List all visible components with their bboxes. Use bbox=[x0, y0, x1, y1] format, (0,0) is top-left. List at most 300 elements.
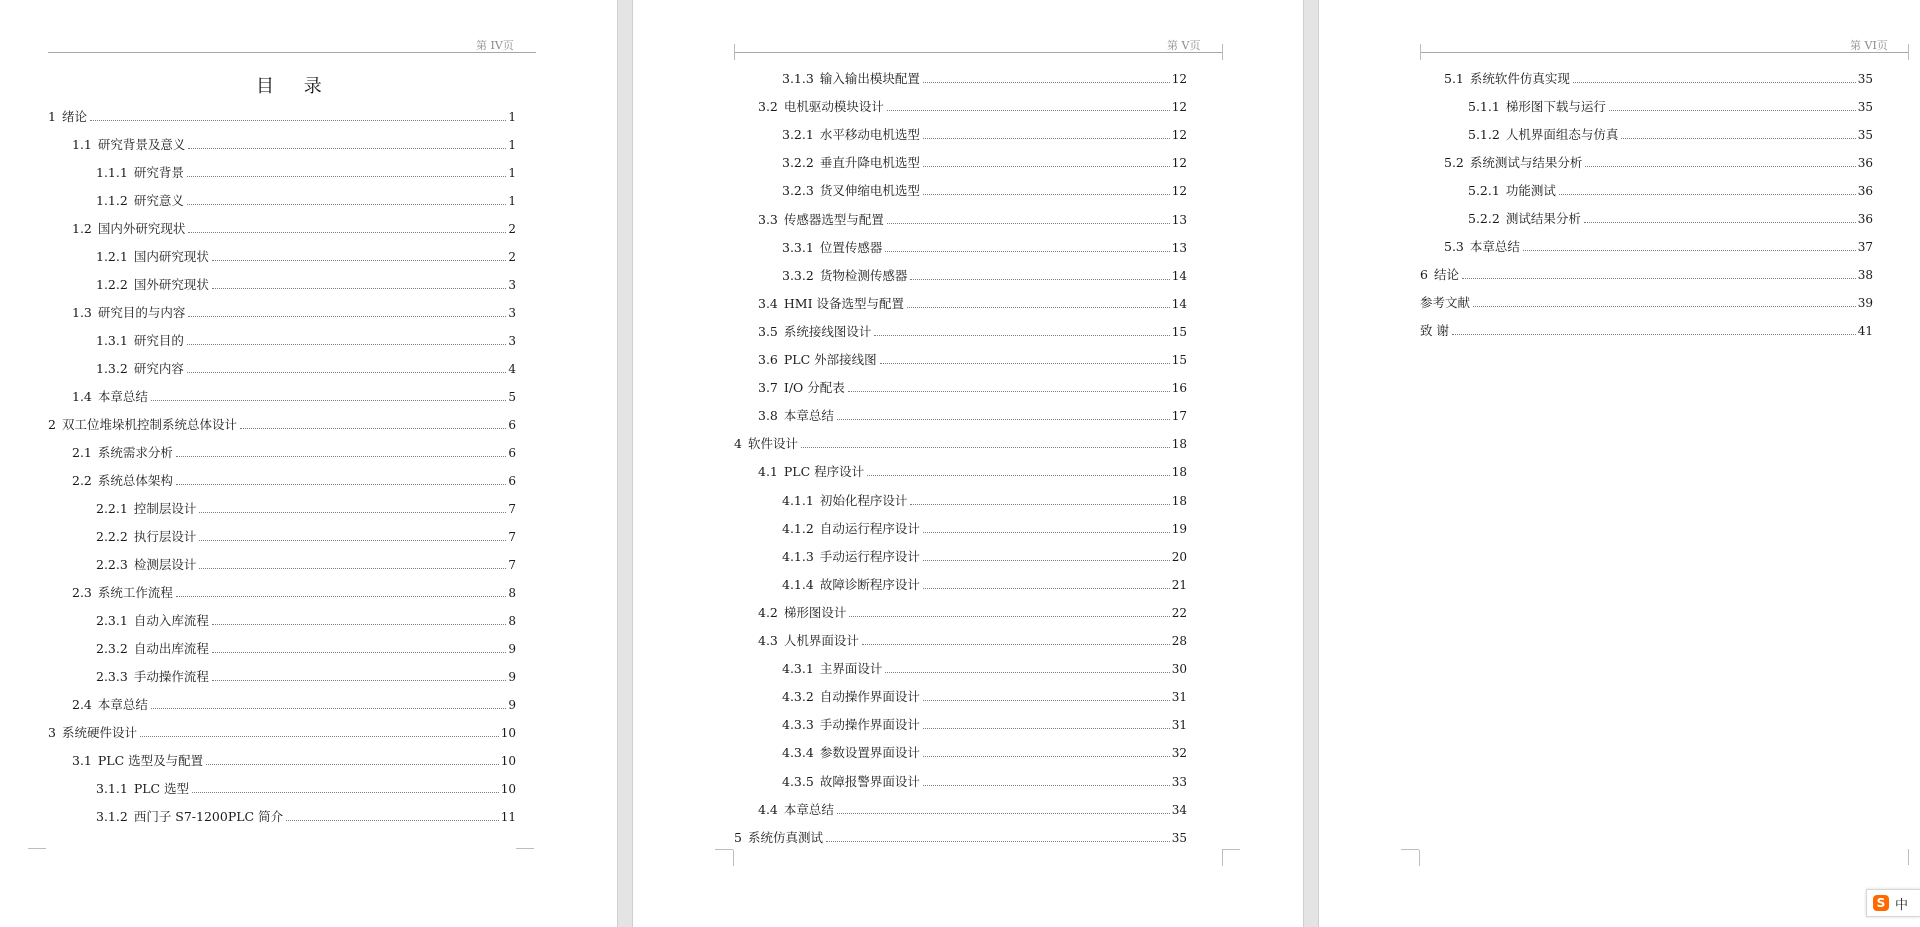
toc-entry-title: 人机界面设计 bbox=[783, 633, 859, 648]
toc-entry-page-number: 2 bbox=[508, 222, 516, 236]
toc-entry-title: 国外研究现状 bbox=[133, 277, 209, 292]
toc-entry-page-number: 3 bbox=[508, 334, 516, 348]
toc-entry[interactable] bbox=[782, 489, 1187, 509]
toc-entry-title: 手动操作流程 bbox=[133, 669, 209, 684]
dot-leader bbox=[887, 110, 1170, 111]
dot-leader bbox=[1584, 222, 1856, 223]
toc-entry[interactable] bbox=[1420, 263, 1873, 283]
toc-entry-number: 5.2.2 bbox=[1468, 211, 1500, 226]
toc-entry[interactable] bbox=[96, 189, 516, 209]
toc-entry-number: 3.2.1 bbox=[782, 127, 814, 142]
dot-leader bbox=[907, 307, 1170, 308]
toc-entry[interactable] bbox=[782, 123, 1187, 143]
toc-entry-page-number: 31 bbox=[1171, 690, 1187, 704]
toc-entry[interactable] bbox=[96, 665, 516, 685]
toc-entry-title: 绪论 bbox=[61, 109, 87, 124]
toc-entry-number: 2.3.2 bbox=[96, 641, 128, 656]
toc-entry-number: 1.4 bbox=[72, 389, 92, 404]
toc-entry[interactable] bbox=[758, 601, 1187, 621]
toc-entry[interactable] bbox=[1444, 235, 1873, 255]
toc-entry[interactable] bbox=[782, 151, 1187, 171]
toc-entry[interactable] bbox=[72, 385, 516, 405]
toc-entry[interactable] bbox=[96, 609, 516, 629]
toc-entry-page-number: 10 bbox=[500, 782, 516, 796]
toc-entry-page-number: 13 bbox=[1171, 213, 1187, 227]
document-page-iv bbox=[0, 0, 617, 927]
toc-entry-title: I/O 分配表 bbox=[783, 380, 845, 395]
toc-entry-page-number: 14 bbox=[1171, 297, 1187, 311]
toc-entry-number: 1.1.2 bbox=[96, 193, 128, 208]
toc-entry[interactable] bbox=[48, 413, 516, 433]
toc-entry-page-number: 8 bbox=[508, 586, 516, 600]
toc-entry[interactable] bbox=[782, 573, 1187, 593]
toc-entry-number: 3.1.3 bbox=[782, 71, 814, 86]
toc-entry-title: 西门子 S7-1200PLC 简介 bbox=[133, 809, 284, 824]
toc-entry[interactable] bbox=[1468, 207, 1873, 227]
toc-entry-number: 1.1.1 bbox=[96, 165, 128, 180]
toc-entry-page-number: 33 bbox=[1171, 775, 1187, 789]
toc-entry-page-number: 18 bbox=[1171, 494, 1187, 508]
toc-entry[interactable] bbox=[782, 67, 1187, 87]
toc-entry-number: 2.3.3 bbox=[96, 669, 128, 684]
toc-entry-page-number: 4 bbox=[508, 362, 516, 376]
dot-leader bbox=[176, 484, 506, 485]
toc-entry[interactable] bbox=[72, 749, 516, 769]
toc-entry-title: 初始化程序设计 bbox=[819, 493, 908, 508]
dot-leader bbox=[188, 148, 506, 149]
dot-leader bbox=[212, 288, 507, 289]
toc-entry-title: 结论 bbox=[1433, 267, 1459, 282]
toc-entry-number: 5.1.1 bbox=[1468, 99, 1500, 114]
toc-entry[interactable] bbox=[1468, 179, 1873, 199]
toc-entry-page-number: 1 bbox=[508, 194, 516, 208]
crop-mark bbox=[733, 850, 734, 866]
toc-entry-title: 自动操作界面设计 bbox=[819, 689, 920, 704]
toc-entry-page-number: 21 bbox=[1171, 578, 1187, 592]
dot-leader bbox=[1523, 250, 1856, 251]
toc-entry-page-number: 6 bbox=[508, 418, 516, 432]
dot-leader bbox=[188, 232, 506, 233]
dot-leader bbox=[1621, 138, 1855, 139]
toc-entry[interactable] bbox=[48, 721, 516, 741]
toc-entry-title: 手动运行程序设计 bbox=[819, 549, 920, 564]
dot-leader bbox=[187, 344, 507, 345]
toc-entry-title: 研究背景 bbox=[133, 165, 184, 180]
toc-entry[interactable] bbox=[72, 217, 516, 237]
toc-entry-title: 本章总结 bbox=[1469, 239, 1520, 254]
toc-entry-title: PLC 程序设计 bbox=[783, 464, 865, 479]
toc-entry-page-number: 16 bbox=[1171, 381, 1187, 395]
dot-leader bbox=[1573, 82, 1856, 83]
toc-entry-title: 控制层设计 bbox=[133, 501, 197, 516]
dot-leader bbox=[880, 363, 1170, 364]
toc-entry-title: 系统硬件设计 bbox=[61, 725, 137, 740]
dot-leader bbox=[140, 736, 499, 737]
toc-entry-number: 3.2.2 bbox=[782, 155, 814, 170]
dot-leader bbox=[1609, 110, 1856, 111]
toc-entry[interactable] bbox=[782, 770, 1187, 790]
toc-entry-page-number: 9 bbox=[508, 642, 516, 656]
toc-entry[interactable] bbox=[96, 805, 516, 825]
toc-entry[interactable] bbox=[96, 525, 516, 545]
toc-entry-page-number: 41 bbox=[1857, 324, 1873, 338]
dot-leader bbox=[885, 251, 1169, 252]
dot-leader bbox=[1462, 278, 1856, 279]
toc-entry-title: PLC 选型 bbox=[133, 781, 190, 796]
toc-entry-number: 3.2 bbox=[758, 99, 778, 114]
toc-entry-number: 1.2.1 bbox=[96, 249, 128, 264]
sogou-logo-icon: S bbox=[1873, 895, 1889, 911]
toc-entry-number: 4.3.1 bbox=[782, 661, 814, 676]
toc-entry-page-number: 7 bbox=[508, 558, 516, 572]
toc-entry[interactable] bbox=[758, 348, 1187, 368]
toc-entry-page-number: 36 bbox=[1857, 156, 1873, 170]
toc-entry-title: 自动入库流程 bbox=[133, 613, 209, 628]
toc-entry-page-number: 9 bbox=[508, 670, 516, 684]
crop-mark bbox=[1908, 44, 1909, 60]
toc-entry-page-number: 20 bbox=[1171, 550, 1187, 564]
ime-language-indicator[interactable]: 中 bbox=[1895, 897, 1909, 913]
toc-entry-number: 5.3 bbox=[1444, 239, 1464, 254]
crop-mark bbox=[734, 44, 735, 60]
dot-leader bbox=[923, 560, 1170, 561]
toc-entry[interactable] bbox=[72, 301, 516, 321]
toc-entry-title: 梯形图下载与运行 bbox=[1505, 99, 1606, 114]
toc-entry-title: 故障诊断程序设计 bbox=[819, 577, 920, 592]
dot-leader bbox=[885, 672, 1169, 673]
toc-entry-title: 系统工作流程 bbox=[97, 585, 173, 600]
dot-leader bbox=[1473, 306, 1856, 307]
toc-entry-title: 检测层设计 bbox=[133, 557, 197, 572]
toc-entry-page-number: 37 bbox=[1857, 240, 1873, 254]
toc-entry[interactable] bbox=[1420, 291, 1873, 311]
dot-leader bbox=[187, 204, 507, 205]
toc-entry[interactable] bbox=[758, 320, 1187, 340]
toc-entry-title: 自动运行程序设计 bbox=[819, 521, 920, 536]
toc-entry-title: 研究意义 bbox=[133, 193, 184, 208]
toc-entry-number: 1.3 bbox=[72, 305, 92, 320]
toc-entry[interactable] bbox=[96, 357, 516, 377]
toc-entry[interactable] bbox=[734, 432, 1187, 452]
page-header-number: 第 IV页 bbox=[476, 39, 514, 52]
toc-entry-title: 传感器选型与配置 bbox=[783, 212, 884, 227]
toc-entry-number: 2.1 bbox=[72, 445, 92, 460]
toc-entry-page-number: 18 bbox=[1171, 465, 1187, 479]
toc-entry[interactable] bbox=[758, 95, 1187, 115]
dot-leader bbox=[923, 532, 1170, 533]
toc-entry-title: 系统测试与结果分析 bbox=[1469, 155, 1583, 170]
toc-entry-number: 2 bbox=[48, 417, 56, 432]
toc-entry[interactable] bbox=[782, 517, 1187, 537]
toc-entry-number: 3 bbox=[48, 725, 56, 740]
crop-mark bbox=[715, 849, 733, 850]
toc-entry-number: 2.2.2 bbox=[96, 529, 128, 544]
toc-entry-page-number: 8 bbox=[508, 614, 516, 628]
toc-entry-title: 功能测试 bbox=[1505, 183, 1556, 198]
dot-leader bbox=[212, 652, 507, 653]
toc-entry-title: 研究目的 bbox=[133, 333, 184, 348]
toc-entry[interactable] bbox=[758, 292, 1187, 312]
toc-entry-title: 主界面设计 bbox=[819, 661, 883, 676]
toc-entry-number: 3.1.2 bbox=[96, 809, 128, 824]
toc-entry-number: 4.1.4 bbox=[782, 577, 814, 592]
toc-entry[interactable] bbox=[1468, 123, 1873, 143]
toc-entry[interactable] bbox=[72, 441, 516, 461]
toc-entry-number: 4.1.1 bbox=[782, 493, 814, 508]
toc-entry[interactable] bbox=[96, 273, 516, 293]
dot-leader bbox=[867, 475, 1170, 476]
toc-entry-page-number: 3 bbox=[508, 306, 516, 320]
toc-entry-page-number: 12 bbox=[1171, 100, 1187, 114]
dot-leader bbox=[848, 391, 1170, 392]
toc-entry-page-number: 12 bbox=[1171, 128, 1187, 142]
toc-entry[interactable] bbox=[758, 376, 1187, 396]
toc-entry[interactable] bbox=[72, 581, 516, 601]
toc-entry[interactable] bbox=[72, 133, 516, 153]
dot-leader bbox=[923, 728, 1170, 729]
toc-entry-number: 3.2.3 bbox=[782, 183, 814, 198]
dot-leader bbox=[151, 400, 506, 401]
toc-entry-title: 研究目的与内容 bbox=[97, 305, 186, 320]
toc-entry-page-number: 28 bbox=[1171, 634, 1187, 648]
toc-entry-number: 1.3.2 bbox=[96, 361, 128, 376]
ime-toolbar[interactable] bbox=[1866, 889, 1920, 917]
dot-leader bbox=[176, 596, 506, 597]
toc-entry-number: 1.1 bbox=[72, 137, 92, 152]
toc-entry-page-number: 6 bbox=[508, 446, 516, 460]
toc-entry-number: 3.3.1 bbox=[782, 240, 814, 255]
toc-entry[interactable] bbox=[96, 777, 516, 797]
toc-entry[interactable] bbox=[96, 553, 516, 573]
toc-entry-number: 3.3.2 bbox=[782, 268, 814, 283]
dot-leader bbox=[910, 504, 1169, 505]
toc-entry-page-number: 13 bbox=[1171, 241, 1187, 255]
toc-entry-number: 1.3.1 bbox=[96, 333, 128, 348]
crop-mark bbox=[1222, 850, 1223, 866]
toc-entry-page-number: 11 bbox=[500, 810, 516, 824]
crop-mark bbox=[1222, 849, 1240, 850]
toc-entry-page-number: 38 bbox=[1857, 268, 1873, 282]
toc-entry-title: 本章总结 bbox=[97, 389, 148, 404]
toc-entry[interactable] bbox=[758, 404, 1187, 424]
page-header-number: 第 VI页 bbox=[1850, 39, 1888, 52]
toc-entry[interactable] bbox=[758, 798, 1187, 818]
document-page-v bbox=[633, 0, 1303, 927]
toc-entry-title: 研究内容 bbox=[133, 361, 184, 376]
toc-entry[interactable] bbox=[758, 460, 1187, 480]
crop-mark bbox=[1908, 849, 1909, 865]
dot-leader bbox=[206, 764, 499, 765]
toc-entry-number: 2.3.1 bbox=[96, 613, 128, 628]
toc-entry-number: 1.2 bbox=[72, 221, 92, 236]
dot-leader bbox=[910, 279, 1169, 280]
toc-entry-title: 水平移动电机选型 bbox=[819, 127, 920, 142]
toc-entry[interactable] bbox=[782, 236, 1187, 256]
toc-entry-number: 2.4 bbox=[72, 697, 92, 712]
toc-entry[interactable] bbox=[48, 105, 516, 125]
toc-entry-page-number: 15 bbox=[1171, 325, 1187, 339]
toc-entry-page-number: 36 bbox=[1857, 184, 1873, 198]
toc-entry-title: 系统总体架构 bbox=[97, 473, 173, 488]
dot-leader bbox=[1585, 166, 1855, 167]
dot-leader bbox=[240, 428, 506, 429]
toc-entry-page-number: 2 bbox=[508, 250, 516, 264]
toc-entry-title: PLC 外部接线图 bbox=[783, 352, 877, 367]
toc-entry-number: 4.3 bbox=[758, 633, 778, 648]
toc-entry-page-number: 18 bbox=[1171, 437, 1187, 451]
toc-entry-page-number: 32 bbox=[1171, 746, 1187, 760]
dot-leader bbox=[212, 680, 507, 681]
page-gap-1 bbox=[617, 0, 633, 927]
toc-entry-title: 本章总结 bbox=[783, 408, 834, 423]
toc-entry-title: PLC 选型及与配置 bbox=[97, 753, 204, 768]
dot-leader bbox=[837, 813, 1170, 814]
dot-leader bbox=[923, 588, 1170, 589]
toc-entry[interactable] bbox=[96, 497, 516, 517]
header-rule bbox=[734, 52, 1222, 53]
toc-title: 目 录 bbox=[256, 76, 334, 97]
dot-leader bbox=[187, 176, 507, 177]
dot-leader bbox=[923, 82, 1170, 83]
crop-mark bbox=[1419, 850, 1420, 866]
toc-entry-number: 4.3.2 bbox=[782, 689, 814, 704]
toc-entry-page-number: 7 bbox=[508, 530, 516, 544]
toc-entry[interactable] bbox=[782, 657, 1187, 677]
toc-entry[interactable] bbox=[1468, 95, 1873, 115]
toc-entry[interactable] bbox=[758, 629, 1187, 649]
toc-entry-page-number: 22 bbox=[1171, 606, 1187, 620]
toc-entry-number: 3.8 bbox=[758, 408, 778, 423]
toc-entry-title: 国内研究现状 bbox=[133, 249, 209, 264]
toc-entry[interactable] bbox=[1420, 319, 1873, 339]
toc-entry[interactable] bbox=[1444, 151, 1873, 171]
dot-leader bbox=[874, 335, 1169, 336]
toc-entry-page-number: 15 bbox=[1171, 353, 1187, 367]
toc-entry[interactable] bbox=[782, 179, 1187, 199]
toc-entry[interactable] bbox=[758, 208, 1187, 228]
crop-mark bbox=[1420, 44, 1421, 60]
toc-entry[interactable] bbox=[96, 245, 516, 265]
toc-entry-number: 5.2 bbox=[1444, 155, 1464, 170]
dot-leader bbox=[1559, 194, 1856, 195]
dot-leader bbox=[862, 644, 1170, 645]
crop-mark bbox=[28, 848, 46, 849]
toc-entry-page-number: 19 bbox=[1171, 522, 1187, 536]
toc-entry-title: 电机驱动模块设计 bbox=[783, 99, 884, 114]
dot-leader bbox=[176, 456, 506, 457]
toc-entry-number: 4.1.2 bbox=[782, 521, 814, 536]
toc-entry-number: 2.2 bbox=[72, 473, 92, 488]
toc-entry-number: 3.4 bbox=[758, 296, 778, 311]
toc-entry-number: 3.7 bbox=[758, 380, 778, 395]
toc-entry[interactable] bbox=[96, 329, 516, 349]
toc-entry-title: 系统需求分析 bbox=[97, 445, 173, 460]
dot-leader bbox=[849, 616, 1169, 617]
toc-entry-page-number: 1 bbox=[508, 138, 516, 152]
toc-entry-page-number: 35 bbox=[1857, 72, 1873, 86]
toc-entry-number: 3.1.1 bbox=[96, 781, 128, 796]
dot-leader bbox=[923, 194, 1170, 195]
toc-entry-number: 1.2.2 bbox=[96, 277, 128, 292]
toc-entry-number: 1 bbox=[48, 109, 56, 124]
toc-entry-page-number: 39 bbox=[1857, 296, 1873, 310]
toc-entry-page-number: 6 bbox=[508, 474, 516, 488]
dot-leader bbox=[923, 700, 1170, 701]
dot-leader bbox=[923, 785, 1170, 786]
toc-entry-title: 手动操作界面设计 bbox=[819, 717, 920, 732]
toc-entry-number: 3.3 bbox=[758, 212, 778, 227]
dot-leader bbox=[826, 841, 1170, 842]
toc-entry-title: 测试结果分析 bbox=[1505, 211, 1581, 226]
toc-entry-title: 垂直升降电机选型 bbox=[819, 155, 920, 170]
toc-entry-page-number: 35 bbox=[1171, 831, 1187, 845]
toc-entry-page-number: 36 bbox=[1857, 212, 1873, 226]
document-page-vi bbox=[1319, 0, 1920, 927]
toc-entry-title: 软件设计 bbox=[747, 436, 798, 451]
toc-entry-number: 2.2.3 bbox=[96, 557, 128, 572]
toc-entry[interactable] bbox=[96, 161, 516, 181]
toc-entry[interactable] bbox=[734, 826, 1187, 846]
toc-entry-title: 参数设置界面设计 bbox=[819, 745, 920, 760]
page-gap-2 bbox=[1303, 0, 1319, 927]
crop-mark bbox=[516, 848, 534, 849]
toc-entry-number: 4.1 bbox=[758, 464, 778, 479]
dot-leader bbox=[887, 223, 1170, 224]
toc-entry-title: 本章总结 bbox=[97, 697, 148, 712]
toc-entry-page-number: 7 bbox=[508, 502, 516, 516]
toc-entry-title: 参考文献 bbox=[1420, 295, 1471, 310]
page-header-number: 第 V页 bbox=[1167, 39, 1201, 52]
header-rule bbox=[48, 52, 536, 53]
dot-leader bbox=[199, 568, 506, 569]
toc-entry-number: 5.2.1 bbox=[1468, 183, 1500, 198]
toc-entry[interactable] bbox=[782, 264, 1187, 284]
toc-entry[interactable] bbox=[1444, 67, 1873, 87]
toc-entry[interactable] bbox=[782, 713, 1187, 733]
toc-entry-page-number: 31 bbox=[1171, 718, 1187, 732]
toc-entry[interactable] bbox=[782, 685, 1187, 705]
toc-entry-page-number: 12 bbox=[1171, 184, 1187, 198]
toc-entry-title: 故障报警界面设计 bbox=[819, 774, 920, 789]
dot-leader bbox=[188, 316, 506, 317]
dot-leader bbox=[199, 540, 506, 541]
toc-entry-number: 4.4 bbox=[758, 802, 778, 817]
toc-entry-title: 执行层设计 bbox=[133, 529, 197, 544]
toc-entry-page-number: 1 bbox=[508, 166, 516, 180]
crop-mark bbox=[1401, 849, 1419, 850]
toc-entry-page-number: 35 bbox=[1857, 100, 1873, 114]
toc-entry[interactable] bbox=[72, 693, 516, 713]
toc-entry-title: 自动出库流程 bbox=[133, 641, 209, 656]
toc-entry[interactable] bbox=[72, 469, 516, 489]
dot-leader bbox=[187, 372, 507, 373]
dot-leader bbox=[192, 792, 499, 793]
toc-entry[interactable] bbox=[782, 741, 1187, 761]
toc-entry[interactable] bbox=[96, 637, 516, 657]
toc-entry-title: 本章总结 bbox=[783, 802, 834, 817]
toc-entry-number: 4.2 bbox=[758, 605, 778, 620]
toc-entry-title: 输入输出模块配置 bbox=[819, 71, 920, 86]
toc-entry-number: 2.2.1 bbox=[96, 501, 128, 516]
dot-leader bbox=[923, 166, 1170, 167]
toc-entry-title: 梯形图设计 bbox=[783, 605, 847, 620]
toc-entry-title: 位置传感器 bbox=[819, 240, 883, 255]
toc-entry[interactable] bbox=[782, 545, 1187, 565]
toc-entry-title: 致 谢 bbox=[1420, 323, 1449, 338]
toc-entry-number: 3.5 bbox=[758, 324, 778, 339]
toc-entry-title: 货物检测传感器 bbox=[819, 268, 908, 283]
toc-entry-number: 5.1 bbox=[1444, 71, 1464, 86]
